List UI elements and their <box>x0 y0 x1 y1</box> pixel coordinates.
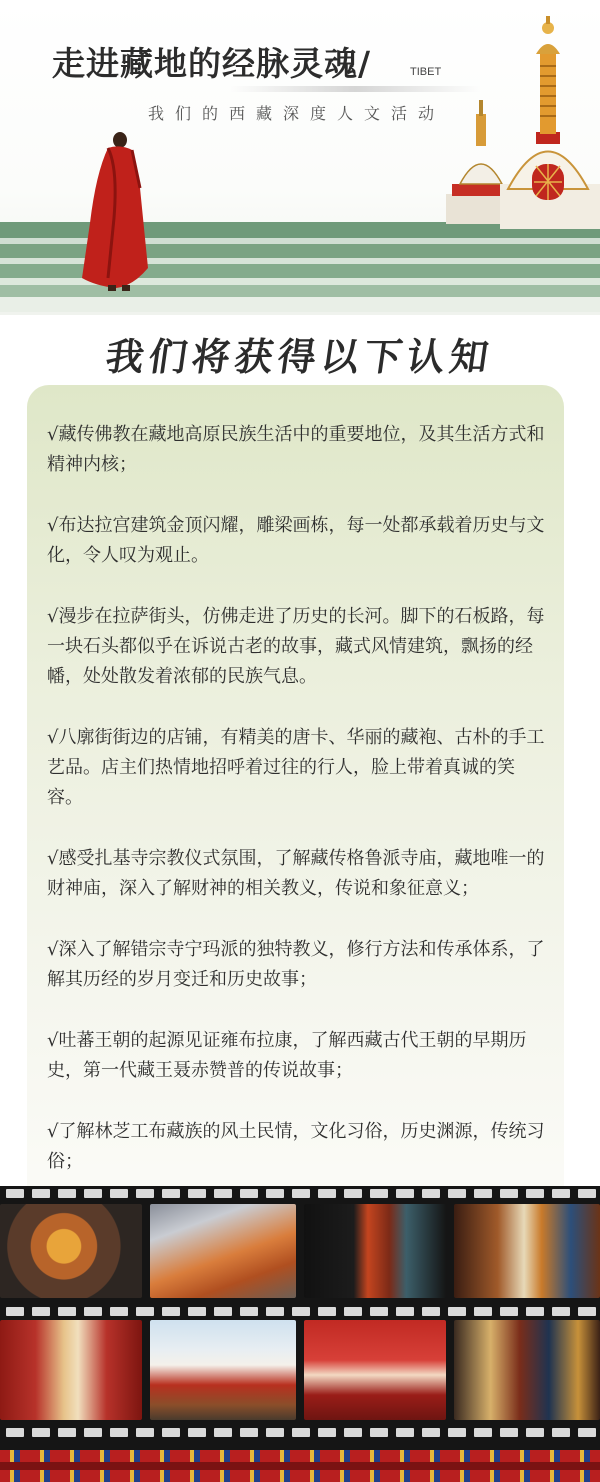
monks-red-wall-photo <box>304 1320 446 1420</box>
film-perforations <box>0 1428 600 1438</box>
film-perforation <box>110 1189 128 1198</box>
film-perforation <box>526 1307 544 1316</box>
film-perforation <box>422 1189 440 1198</box>
monastery-courtyard-photo <box>0 1320 142 1420</box>
film-perforation <box>110 1307 128 1316</box>
temple-window-photo <box>304 1204 446 1298</box>
prostrating-pilgrim-photo <box>150 1204 296 1298</box>
film-perforation <box>396 1189 414 1198</box>
film-perforation <box>266 1189 284 1198</box>
film-perforation <box>188 1307 206 1316</box>
film-perforation <box>474 1307 492 1316</box>
film-perforation <box>136 1189 154 1198</box>
film-perforation <box>526 1189 544 1198</box>
film-perforation <box>162 1428 180 1437</box>
header-banner <box>0 0 600 315</box>
film-perforation <box>214 1307 232 1316</box>
film-perforation <box>292 1189 310 1198</box>
film-perforation <box>318 1428 336 1437</box>
thangka-mural-photo <box>454 1320 600 1420</box>
film-perforation <box>370 1189 388 1198</box>
film-perforations <box>0 1189 600 1199</box>
film-perforation <box>500 1189 518 1198</box>
film-perforation <box>292 1307 310 1316</box>
page-title: 走进藏地的经脉灵魂/ <box>52 44 372 83</box>
film-perforation <box>240 1189 258 1198</box>
film-perforation <box>58 1189 76 1198</box>
film-perforation <box>578 1189 596 1198</box>
film-perforation <box>344 1189 362 1198</box>
film-perforation <box>84 1307 102 1316</box>
film-perforation <box>292 1428 310 1437</box>
film-perforation <box>214 1189 232 1198</box>
film-perforation <box>136 1307 154 1316</box>
film-perforation <box>370 1307 388 1316</box>
film-perforation <box>422 1428 440 1437</box>
section-title: 我们将获得以下认知 <box>102 334 497 379</box>
film-perforation <box>240 1428 258 1437</box>
film-perforation <box>188 1428 206 1437</box>
potala-palace-photo <box>150 1320 296 1420</box>
film-perforation <box>344 1307 362 1316</box>
list-item: √漫步在拉萨街头，仿佛走进了历史的长河。脚下的石板路，每一块石头都似乎在诉说古老的故事，藏式风情建筑，飘扬的经幡，处处散发着浓郁的民族气息。 <box>47 606 545 687</box>
film-perforation <box>448 1428 466 1437</box>
film-perforation <box>474 1428 492 1437</box>
film-perforation <box>552 1189 570 1198</box>
film-perforation <box>32 1307 50 1316</box>
film-perforation <box>266 1428 284 1437</box>
film-perforation <box>162 1189 180 1198</box>
film-perforations <box>0 1307 600 1317</box>
film-perforation <box>370 1428 388 1437</box>
list-item: √感受扎基寺宗教仪式氛围，了解藏传格鲁派寺庙，藏地唯一的财神庙，深入了解财神的相关教义，传说和象征意义； <box>47 848 545 899</box>
title-tag: TIBET <box>410 66 442 78</box>
title-underline-decoration <box>230 86 480 92</box>
film-perforation <box>32 1189 50 1198</box>
tibetan-pattern-band <box>0 1450 600 1482</box>
monk-figure-icon <box>78 128 158 293</box>
film-perforation <box>110 1428 128 1437</box>
film-perforation <box>318 1189 336 1198</box>
film-perforation <box>6 1428 24 1437</box>
list-item: √深入了解错宗寺宁玛派的独特教义，修行方法和传承体系，了解其历经的岁月变迁和历史故事； <box>47 939 545 990</box>
list-item: √了解林芝工布藏族的风土民情，文化习俗，历史渊源，传统习俗； <box>47 1121 545 1172</box>
film-perforation <box>58 1428 76 1437</box>
film-perforation <box>422 1307 440 1316</box>
temple-corridor-photo <box>454 1204 600 1298</box>
pattern-stripe <box>0 1462 600 1470</box>
list-item: √布达拉宫建筑金顶闪耀，雕梁画栋，每一处都承载着历史与文化，令人叹为观止。 <box>47 515 545 566</box>
film-perforation <box>58 1307 76 1316</box>
film-perforation <box>214 1428 232 1437</box>
film-perforation <box>396 1428 414 1437</box>
film-strip-top <box>0 1186 600 1304</box>
page-subtitle: 我们的西藏深度人文活动 <box>148 104 446 123</box>
film-perforation <box>188 1189 206 1198</box>
list-item: √八廓街街边的店铺，有精美的唐卡、华丽的藏袍、古朴的手工艺品。店主们热情地招呼着过往的行人，脸上带着真诚的笑容。 <box>47 727 545 808</box>
film-perforation <box>162 1307 180 1316</box>
list-item: √藏传佛教在藏地高原民族生活中的重要地位，及其生活方式和精神内核； <box>47 424 545 475</box>
list-item: √吐蕃王朝的起源见证雍布拉康，了解西藏古代王朝的早期历史，第一代藏王聂赤赞普的传说故事； <box>47 1030 527 1081</box>
film-perforation <box>578 1428 596 1437</box>
film-perforation <box>136 1428 154 1437</box>
film-perforation <box>474 1189 492 1198</box>
film-perforation <box>344 1428 362 1437</box>
film-perforation <box>552 1428 570 1437</box>
film-strip-bottom <box>0 1304 600 1450</box>
cognition-list <box>47 420 547 1208</box>
film-perforation <box>448 1307 466 1316</box>
film-perforation <box>396 1307 414 1316</box>
film-perforation <box>500 1428 518 1437</box>
film-perforation <box>578 1307 596 1316</box>
film-perforation <box>526 1428 544 1437</box>
film-perforation <box>500 1307 518 1316</box>
film-perforation <box>448 1189 466 1198</box>
film-perforation <box>240 1307 258 1316</box>
film-perforation <box>6 1189 24 1198</box>
film-perforation <box>552 1307 570 1316</box>
prayer-wheel-photo <box>0 1204 142 1298</box>
film-perforation <box>32 1428 50 1437</box>
film-perforation <box>318 1307 336 1316</box>
film-perforation <box>266 1307 284 1316</box>
film-perforation <box>84 1428 102 1437</box>
film-perforation <box>84 1189 102 1198</box>
film-perforation <box>6 1307 24 1316</box>
stupa-temple-icon <box>436 14 600 229</box>
